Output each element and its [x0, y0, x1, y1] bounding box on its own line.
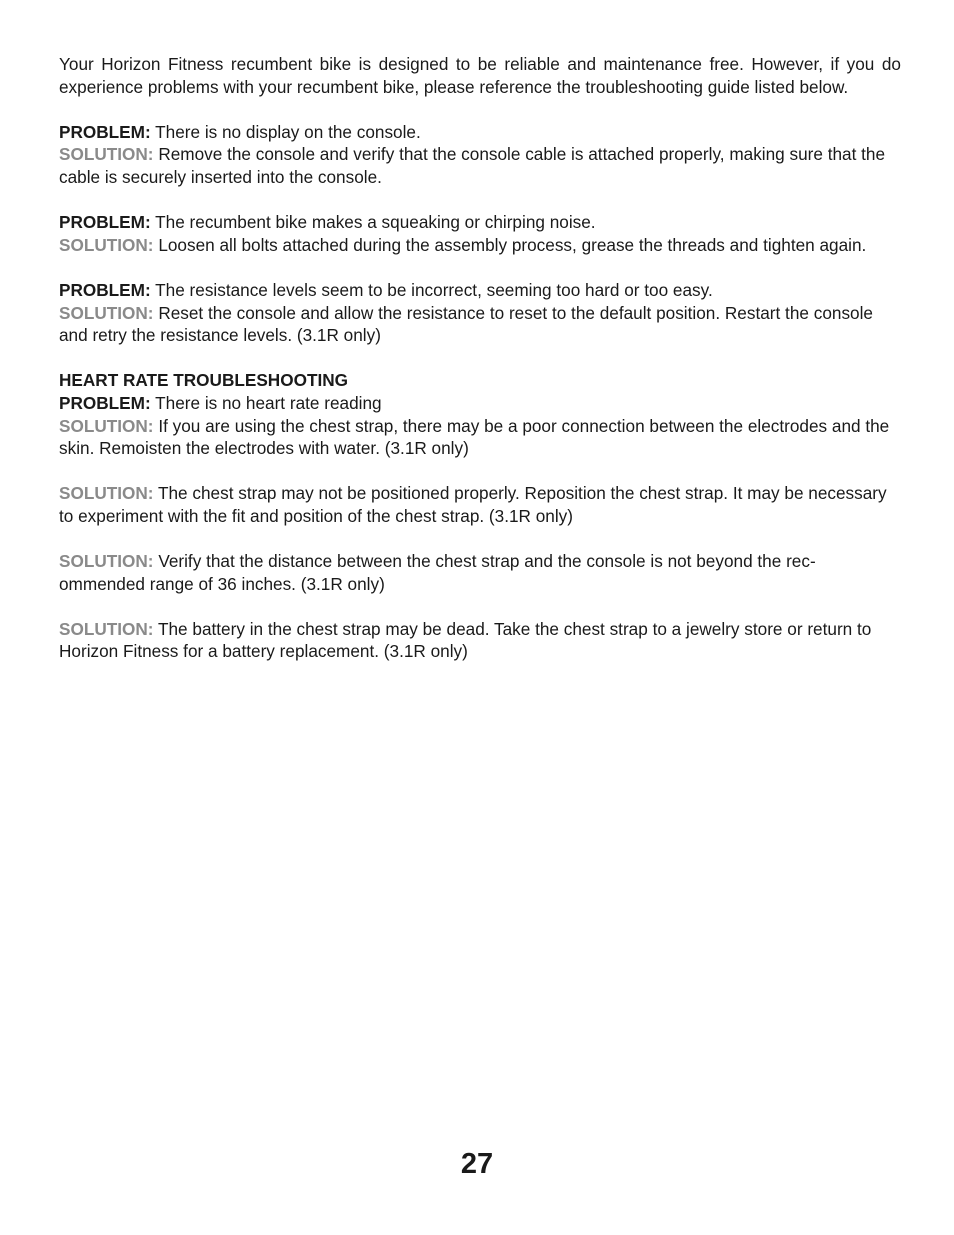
heart-rate-troubleshooting — [59, 369, 901, 459]
solution-line — [59, 143, 901, 188]
problem-label: PROBLEM: — [59, 279, 151, 300]
solution-line — [59, 550, 901, 595]
problem-text: There is no heart rate reading — [155, 392, 382, 413]
intro-paragraph: Your Horizon Fitness recumbent bike is designed to be reliable and maintenance free. However, if you do experience problems with your recumbent bike, please reference the troubleshooting guide listed below. — [59, 54, 901, 97]
problem-line — [59, 279, 901, 302]
troubleshooting-entry-squeaking-noise — [59, 211, 901, 256]
problem-label: PROBLEM: — [59, 392, 151, 413]
heart-rate-solution-positioning — [59, 482, 901, 527]
solution-label: SOLUTION: — [59, 618, 154, 639]
solution-text: Loosen all bolts attached during the assembly process, grease the threads and tighten again. — [158, 234, 867, 255]
problem-label: PROBLEM: — [59, 212, 151, 233]
troubleshooting-entry-console-display — [59, 121, 901, 189]
solution-text: Remove the console and verify that the console cable is attached properly, making sure that the cable is securely inserted into the console. — [59, 144, 886, 187]
solution-text: The battery in the chest strap may be dead. Take the chest strap to a jewelry store or return to Horizon Fitness for a battery replacement. (3.1R only) — [59, 618, 872, 662]
page-number: 27 — [460, 1148, 494, 1180]
solution-label: SOLUTION: — [59, 483, 154, 504]
solution-label: SOLUTION: — [59, 551, 154, 572]
problem-text: The resistance levels seem to be incorrect, seeming too hard or too easy. — [155, 279, 713, 300]
solution-text: Verify that the distance between the chest strap and the console is not beyond the rec-ommended range of 36 inches. (3.1R only) — [59, 551, 816, 594]
solution-line — [59, 618, 901, 663]
solution-label: SOLUTION: — [59, 415, 154, 436]
troubleshooting-entry-resistance-levels — [59, 279, 901, 347]
solution-label: SOLUTION: — [59, 234, 154, 255]
solution-text: Reset the console and allow the resistance to reset to the default position. Restart the console and retry the resistance levels. (3.1R only) — [59, 302, 873, 346]
solution-line — [59, 415, 901, 460]
solution-line — [59, 302, 901, 347]
problem-line — [59, 392, 901, 415]
problem-label: PROBLEM: — [59, 121, 151, 142]
heart-rate-solution-distance — [59, 550, 901, 595]
solution-text: The chest strap may not be positioned properly. Reposition the chest strap. It may be necessary to experiment with the fit and position of the chest strap. (3.1R only) — [59, 483, 887, 526]
problem-text: The recumbent bike makes a squeaking or chirping noise. — [155, 212, 596, 233]
solution-label: SOLUTION: — [59, 144, 154, 165]
solution-label: SOLUTION: — [59, 302, 154, 323]
problem-line — [59, 121, 901, 144]
heart-rate-heading: HEART RATE TROUBLESHOOTING — [59, 370, 348, 391]
heart-rate-solution-battery — [59, 618, 901, 663]
problem-text: There is no display on the console. — [155, 121, 421, 142]
solution-line — [59, 234, 901, 257]
troubleshooting-section — [59, 53, 901, 686]
problem-line — [59, 211, 901, 234]
solution-line — [59, 482, 901, 527]
solution-text: If you are using the chest strap, there may be a poor connection between the electrodes and the skin. Remoisten the electrodes with water. (3.1R only) — [59, 415, 890, 459]
